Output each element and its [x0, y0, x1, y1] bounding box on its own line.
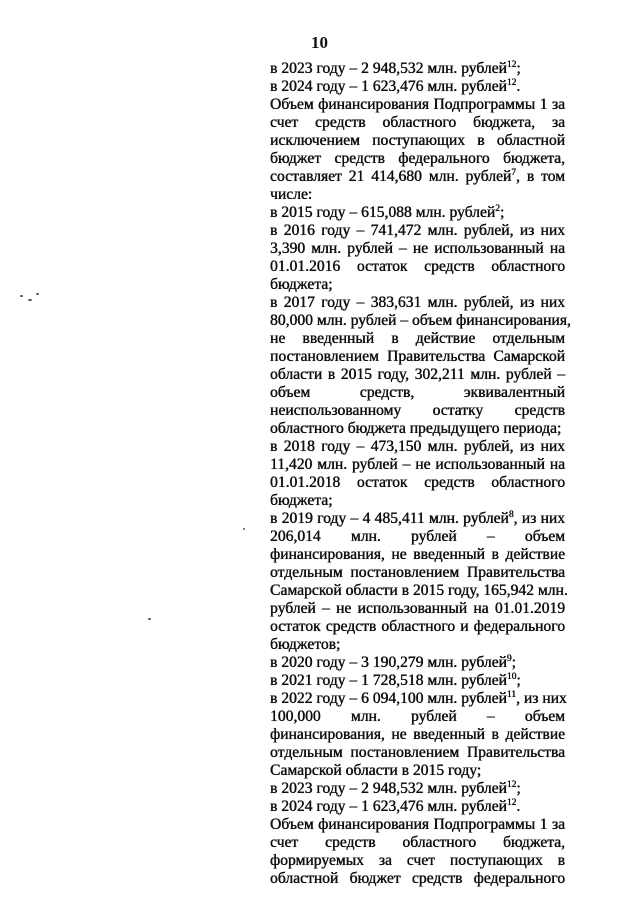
- line-text: отдельным постановлением Правительства: [270, 744, 565, 761]
- footnote-ref: 12: [506, 78, 517, 88]
- scan-speck: [28, 299, 32, 301]
- line-text: составляет 21 414,680 млн. рублей: [270, 168, 512, 185]
- line-tail: .: [516, 798, 521, 815]
- text-line: [270, 852, 565, 870]
- line-text: областного бюджета предыдущего периода;: [270, 420, 562, 437]
- line-text: 206,014 млн. рублей – объем: [270, 528, 565, 545]
- text-line: [270, 492, 565, 510]
- scan-speck: [148, 618, 151, 620]
- line-tail: ;: [511, 654, 516, 671]
- line-text: остаток средств областного и федерального: [270, 618, 565, 635]
- text-line: [270, 258, 565, 276]
- text-line: [270, 564, 565, 582]
- text-line: [270, 312, 571, 330]
- line-text: не введенный в действие отдельным: [270, 330, 565, 347]
- line-text: счет средств областного бюджета,: [270, 834, 565, 851]
- text-line: [270, 762, 565, 780]
- text-line: [270, 456, 565, 474]
- line-text: в 2016 году – 741,472 млн. рублей, из них: [270, 222, 565, 239]
- line-text: счет средств областного бюджета, за: [270, 114, 565, 131]
- line-text: области в 2015 году, 302,211 млн. рублей –: [270, 366, 565, 383]
- footnote-ref: 10: [506, 672, 517, 682]
- footnote-ref: 7: [511, 168, 516, 178]
- line-text: числе:: [270, 186, 313, 203]
- line-tail: ;: [516, 780, 521, 797]
- line-text: постановлением Правительства Самарской: [270, 348, 565, 365]
- footnote-ref: 2: [495, 204, 500, 214]
- line-text: в 2024 году – 1 623,476 млн. рублей: [270, 78, 507, 95]
- text-line: [270, 348, 565, 366]
- text-line: [270, 222, 565, 240]
- line-text: рублей – не использованный на 01.01.2019: [270, 600, 565, 617]
- text-line: [270, 330, 565, 348]
- text-line: [270, 798, 565, 816]
- line-text: 01.01.2016 остаток средств областного: [270, 258, 565, 275]
- text-line: [270, 546, 565, 564]
- line-tail: ;: [516, 672, 521, 689]
- text-line: [270, 672, 565, 690]
- text-line: [270, 420, 565, 438]
- line-tail: .: [516, 78, 521, 95]
- page-number: 10: [311, 33, 328, 52]
- text-line: [270, 510, 565, 528]
- line-text: формируемых за счет поступающих в: [270, 852, 565, 869]
- line-text: Объем финансирования Подпрограммы 1 за: [270, 96, 565, 113]
- text-line: [270, 78, 565, 96]
- line-text: 11,420 млн. рублей – не использованный на: [270, 456, 565, 473]
- line-text: Объем финансирования Подпрограммы 1 за: [270, 816, 565, 833]
- scan-speck: [36, 293, 39, 295]
- line-text: бюджета;: [270, 492, 333, 509]
- line-text: неиспользованному остатку средств: [270, 402, 565, 419]
- line-tail: ;: [499, 204, 505, 221]
- line-text: в 2019 году – 4 485,411 млн. рублей: [270, 510, 509, 527]
- line-text: 100,000 млн. рублей – объем: [270, 708, 565, 725]
- text-line: [270, 204, 565, 222]
- line-text: в 2023 году – 2 948,532 млн. рублей: [270, 60, 507, 77]
- scan-speck: [20, 295, 23, 297]
- line-text: в 2023 году – 2 948,532 млн. рублей: [270, 780, 507, 797]
- text-line: [270, 240, 565, 258]
- line-text: 01.01.2018 остаток средств областного: [270, 474, 565, 491]
- document-body: [270, 60, 571, 888]
- line-text: бюджетов;: [270, 636, 341, 653]
- footnote-ref: 8: [508, 510, 514, 520]
- text-line: [270, 654, 565, 672]
- text-line: [270, 276, 565, 294]
- line-text: Самарской области в 2015 году;: [270, 762, 482, 779]
- text-line: [270, 114, 565, 132]
- text-line: [270, 474, 565, 492]
- text-line: [270, 780, 565, 798]
- line-text: финансирования, не введенный в действие: [270, 546, 565, 563]
- line-text: в 2020 году – 3 190,279 млн. рублей: [270, 654, 507, 671]
- line-text: в 2017 году – 383,631 млн. рублей, из них: [270, 294, 565, 311]
- text-line: [270, 96, 565, 114]
- line-text: отдельным постановлением Правительства: [270, 564, 565, 581]
- text-line: [270, 600, 565, 618]
- line-text: 3,390 млн. рублей – не использованный на: [270, 240, 565, 257]
- text-line: [270, 636, 565, 654]
- text-line: [270, 168, 565, 186]
- text-line: [270, 132, 565, 150]
- text-line: [270, 384, 565, 402]
- footnote-ref: 11: [506, 690, 517, 700]
- line-text: 80,000 млн. рублей – объем финансирования,: [270, 312, 571, 329]
- text-line: [270, 438, 565, 456]
- text-line: [270, 366, 565, 384]
- line-text: Самарской области в 2015 году, 165,942 млн.: [270, 582, 568, 599]
- text-line: [270, 870, 565, 888]
- footnote-ref: 12: [506, 780, 517, 790]
- text-line: [270, 834, 565, 852]
- line-tail: , из них: [516, 690, 567, 707]
- footnote-ref: 12: [506, 798, 517, 808]
- text-line: [270, 186, 565, 204]
- line-text: в 2015 году – 615,088 млн. рублей: [270, 204, 496, 221]
- scan-speck: [243, 528, 245, 530]
- text-line: [270, 150, 565, 168]
- text-line: [270, 528, 565, 546]
- text-line: [270, 294, 565, 312]
- line-text: объем средств, эквивалентный: [270, 384, 565, 401]
- line-text: в 2021 году – 1 728,518 млн. рублей: [270, 672, 507, 689]
- text-line: [270, 618, 565, 636]
- line-tail: ;: [516, 60, 521, 77]
- line-tail: , из них: [513, 510, 566, 527]
- text-line: [270, 816, 565, 834]
- line-tail: , в том: [516, 168, 565, 185]
- text-line: [270, 690, 565, 708]
- footnote-ref: 9: [506, 654, 512, 664]
- text-line: [270, 708, 565, 726]
- text-line: [270, 726, 565, 744]
- line-text: финансирования, не введенный в действие: [270, 726, 565, 743]
- text-line: [270, 402, 565, 420]
- line-text: в 2022 году – 6 094,100 млн. рублей: [270, 690, 507, 707]
- line-text: в 2018 году – 473,150 млн. рублей, из них: [270, 438, 565, 455]
- text-line: [270, 744, 565, 762]
- line-text: в 2024 году – 1 623,476 млн. рублей: [270, 798, 507, 815]
- line-text: областной бюджет средств федерального: [270, 870, 565, 887]
- text-line: [270, 60, 565, 78]
- line-text: исключением поступающих в областной: [270, 132, 565, 149]
- line-text: бюджет средств федерального бюджета,: [270, 150, 565, 167]
- footnote-ref: 12: [506, 60, 517, 70]
- line-text: бюджета;: [270, 276, 333, 293]
- text-line: [270, 582, 568, 600]
